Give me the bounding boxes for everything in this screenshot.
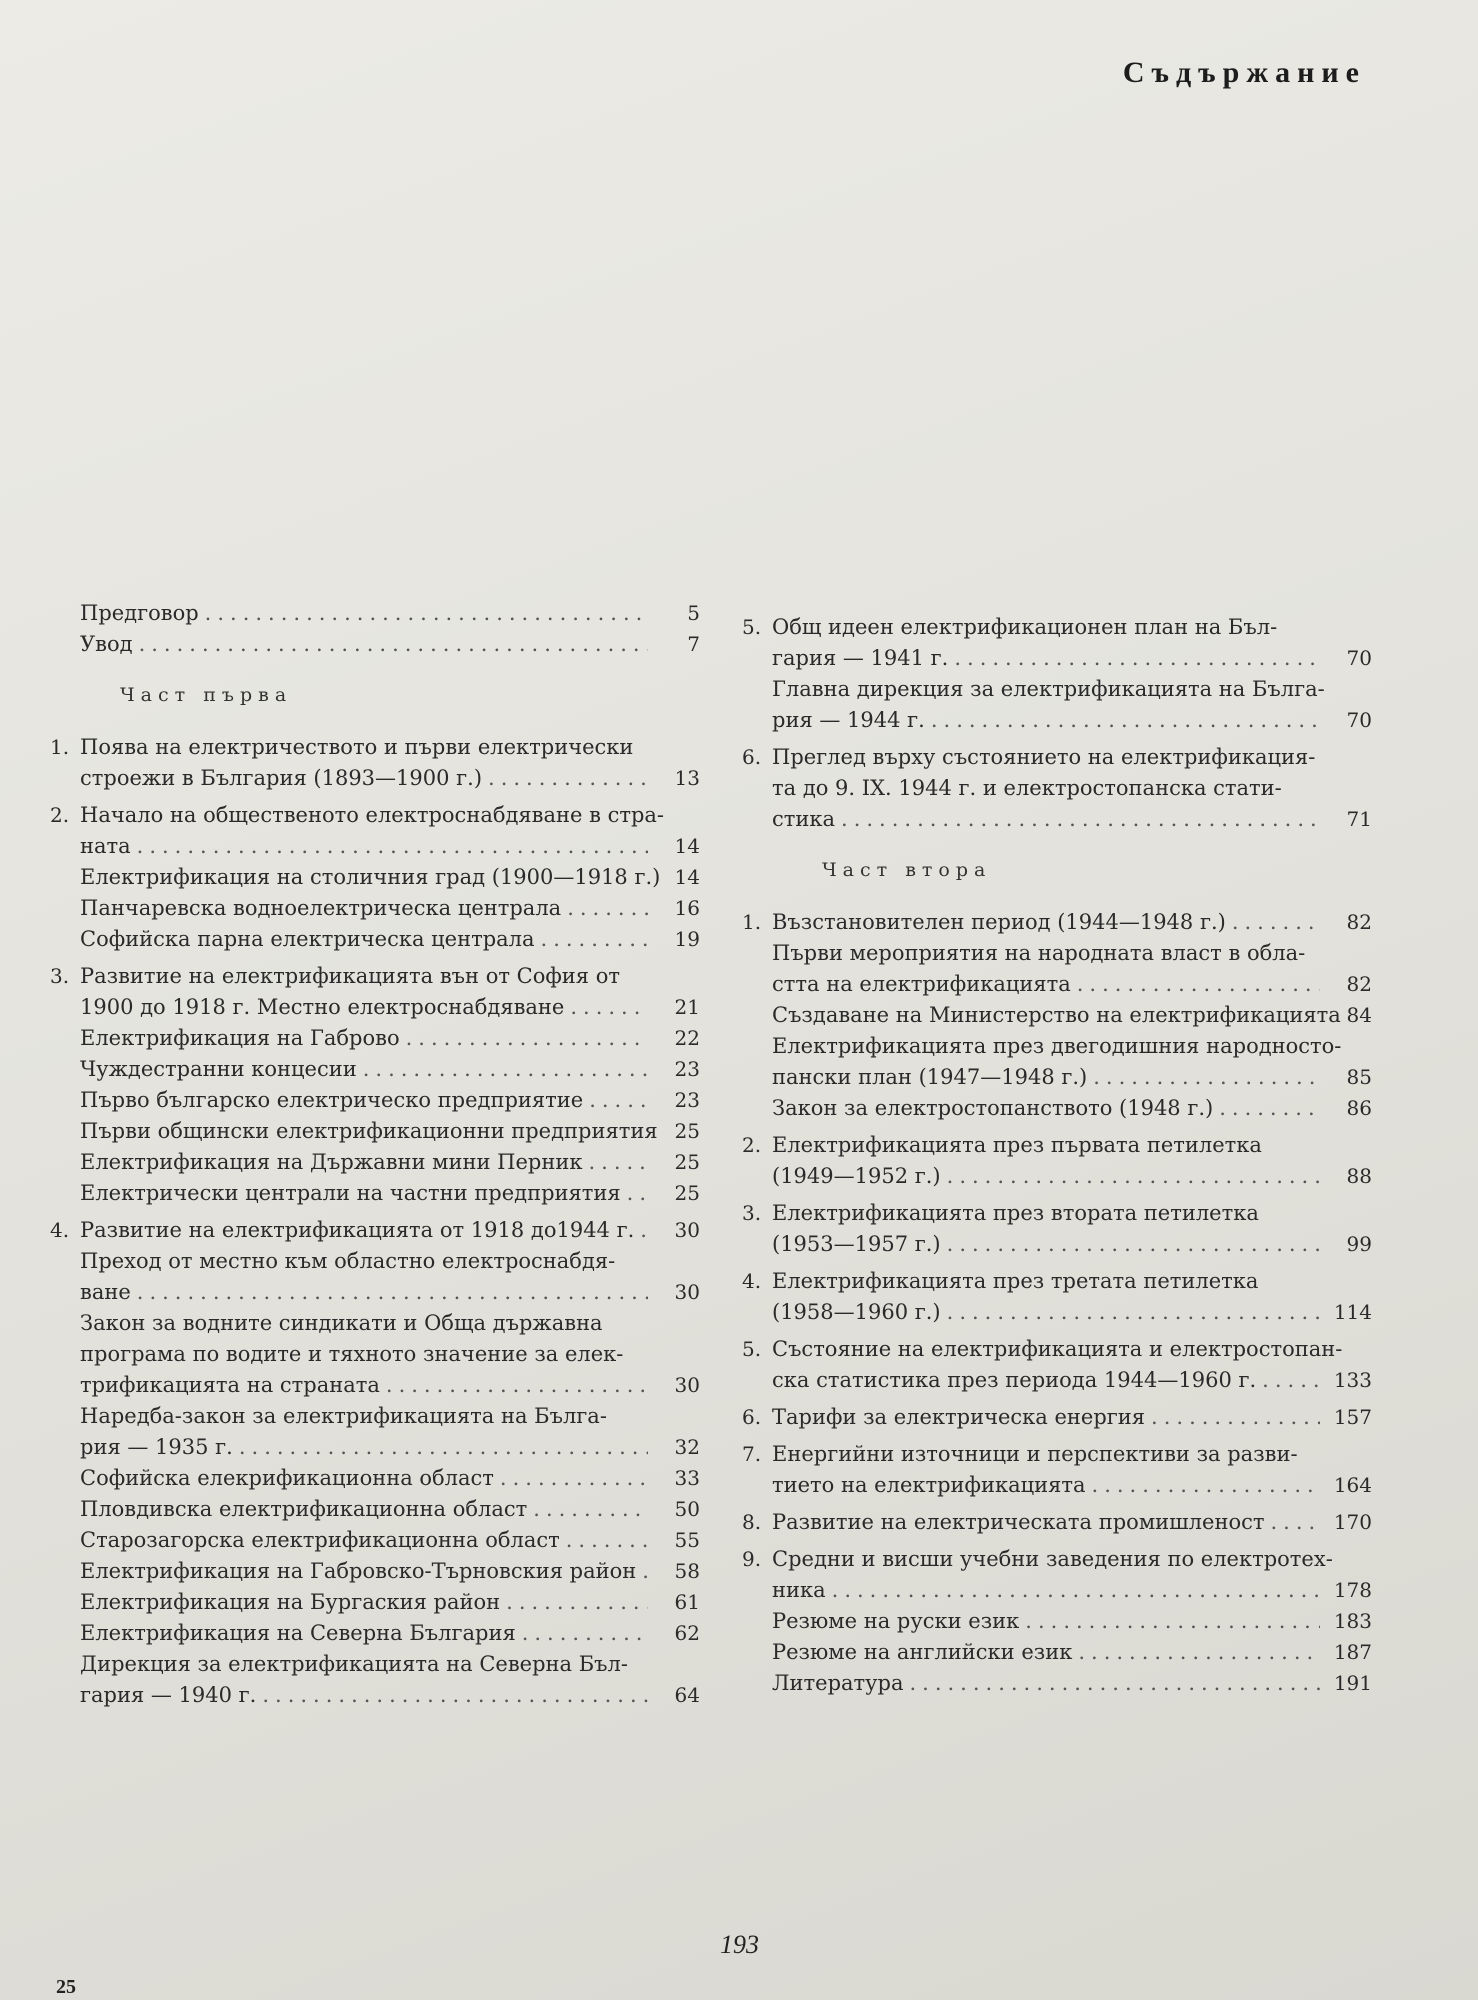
toc-entry-number: 7. [742,1442,762,1466]
toc-entry [742,1668,1372,1699]
toc-entry-page: 86 [1346,1096,1372,1120]
toc-entry [50,732,700,794]
dot-leader [256,1680,648,1711]
toc-entry [50,961,700,1023]
toc-entry [50,1178,700,1209]
dot-leader [636,1556,648,1587]
toc-entry [50,1054,700,1085]
dot-leader [583,1085,648,1116]
dot-leader [1256,1365,1320,1396]
toc-entry-title: Пловдивска електрификационна област [80,1497,528,1521]
dot-leader [1087,1062,1320,1093]
toc-entry-title: Електрификация на Бургаския район [80,1590,501,1614]
toc-entry-title: строежи в България (1893—1900 г.) [80,766,483,790]
toc-entry [742,1031,1372,1093]
toc-entry-title: Софийска парна електрическа централа [80,927,535,951]
toc-entry-title: Литература [772,1671,904,1695]
toc-entry-title: Закон за водните синдикати и Обща държавна [80,1311,603,1335]
toc-entry-number: 4. [50,1218,70,1242]
toc-entry [742,1266,1372,1328]
dot-leader [131,831,648,862]
dot-leader [535,924,648,955]
dot-leader [380,1370,648,1401]
toc-entry-number: 3. [50,964,70,988]
toc-entry-title: Електрификация на Държавни мини Перник [80,1150,583,1174]
toc-entry [742,1000,1372,1031]
dot-leader [1071,969,1320,1000]
toc-entry [742,1093,1372,1124]
toc-entry-page: 88 [1346,1164,1372,1188]
corner-mark: 25 [56,1976,76,1998]
toc-entry-page: 85 [1346,1065,1372,1089]
page-number: 193 [720,1930,759,1959]
toc-entry [50,1215,700,1246]
toc-intro-list [50,598,700,660]
toc-entry-page: 25 [674,1119,700,1143]
toc-entry-title: (1949—1952 г.) [772,1164,941,1188]
toc-entry-title: Резюме на английски език [772,1640,1073,1664]
dot-leader [1145,1402,1320,1433]
toc-entry [50,1618,700,1649]
toc-entry-page: 70 [1346,646,1372,670]
toc-entry [50,1116,700,1147]
toc-entry [50,1587,700,1618]
toc-entry-title: ника [772,1578,826,1602]
toc-entry-page: 99 [1346,1232,1372,1256]
toc-entry-number: 5. [742,1337,762,1361]
toc-entry-title: Енергийни източници и перспективи за разви- [772,1442,1298,1466]
toc-entry-title: Софийска елекрификационна област [80,1466,494,1490]
toc-part-one-continued-list [742,612,1372,835]
toc-entry-title: гария — 1940 г. [80,1683,257,1707]
toc-entry-page: 13 [674,766,700,790]
toc-entry-page: 64 [674,1683,700,1707]
toc-entry-title: Резюме на руски език [772,1609,1020,1633]
toc-entry-number: 9. [742,1547,762,1571]
toc-entry-title: Първи общински електрификационни предприятия [80,1119,658,1143]
toc-entry-title: Закон за електростопанството (1948 г.) [772,1096,1214,1120]
toc-entry-page: 32 [674,1435,700,1459]
dot-leader [941,1229,1320,1260]
toc-entry-page: 30 [674,1373,700,1397]
toc-entry-title: ване [80,1280,131,1304]
toc-entry-title: Възстановителен период (1944—1948 г.) [772,910,1226,934]
dot-leader [564,992,648,1023]
toc-entry [50,1023,700,1054]
dot-leader [1226,907,1320,938]
toc-entry-page: 25 [674,1181,700,1205]
toc-entry [50,862,700,893]
dot-leader [199,598,648,629]
toc-entry [742,1507,1372,1538]
toc-entry-title: тието на електрификацията [772,1473,1086,1497]
toc-entry [50,800,700,862]
toc-entry-number: 3. [742,1201,762,1225]
toc-entry [742,1130,1372,1192]
dot-leader [826,1575,1320,1606]
dot-leader [357,1054,648,1085]
toc-entry-title: Електрификацията през двегодишния народносто- [772,1034,1342,1058]
dot-leader [1086,1470,1320,1501]
dot-leader [561,893,648,924]
toc-entry-page: 58 [674,1559,700,1583]
dot-leader [634,1215,648,1246]
dot-leader [621,1178,648,1209]
toc-entry-title: Електрификация на Габровско-Търновския район [80,1559,637,1583]
toc-entry [742,938,1372,1000]
dot-leader [582,1147,648,1178]
toc-entry [742,1198,1372,1260]
toc-entry-title: та до 9. IX. 1944 г. и електростопанска стати- [772,776,1282,800]
toc-entry [50,924,700,955]
toc-entry-page: 178 [1333,1578,1372,1602]
toc-entry-title: стта на електрификацията [772,972,1071,996]
toc-entry-title: Електрификация на Габрово [80,1026,400,1050]
toc-entry-title: Преход от местно към областно електроснабдя- [80,1249,616,1273]
dot-leader [400,1023,648,1054]
toc-entry-title: Първи мероприятия на народната власт в обла- [772,941,1306,965]
toc-entry-title: програма по водите и тяхното значение за елек- [80,1342,624,1366]
dot-leader [941,1297,1320,1328]
toc-entry-title: Развитие на електрификацията вън от София от [80,964,620,988]
toc-entry-title: ната [80,834,131,858]
toc-entry [50,1401,700,1463]
part-one-heading: Част първа [120,684,293,706]
toc-entry-number: 8. [742,1510,762,1534]
toc-entry-number: 1. [50,735,70,759]
toc-entry-page: 50 [674,1497,700,1521]
toc-entry-title: Главна дирекция за електрификацията на Бълга- [772,677,1325,701]
dot-leader [494,1463,648,1494]
dot-leader [1019,1606,1320,1637]
toc-entry-title: Създаване на Министерство на електрификацията [772,1003,1341,1027]
toc-part-one-list [50,732,700,1711]
toc-entry-page: 55 [674,1528,700,1552]
toc-entry-page: 157 [1333,1405,1372,1429]
toc-entry-page: 187 [1333,1640,1372,1664]
toc-entry-title: Тарифи за електрическа енергия [772,1405,1146,1429]
dot-leader [925,705,1320,736]
toc-entry [50,598,700,629]
toc-entry [50,1556,700,1587]
dot-leader [941,1161,1320,1192]
toc-entry-title: Развитие на електрическата промишленост [772,1510,1265,1534]
dot-leader [1072,1637,1320,1668]
toc-entry [742,1334,1372,1396]
toc-entry-title: рия — 1935 г. [80,1435,233,1459]
part-two-heading: Част втора [822,859,992,881]
toc-entry-title: Панчаревска водноелектрическа централа [80,896,562,920]
toc-entry-title: Средни и висши учебни заведения по електротех- [772,1547,1333,1571]
toc-entry-title: Електрификацията през третата петилетка [772,1269,1259,1293]
toc-entry-page: 14 [674,865,700,889]
toc-entry-title: Първо българско електрическо предприятие [80,1088,584,1112]
toc-entry-number: 1. [742,910,762,934]
toc-entry-page: 19 [674,927,700,951]
toc-entry-title: пански план (1947—1948 г.) [772,1065,1088,1089]
toc-entry [50,1463,700,1494]
toc-entry-title: Електрически централи на частни предприятия [80,1181,621,1205]
toc-entry-page: 71 [1346,807,1372,831]
dot-leader [1264,1507,1320,1538]
dot-leader [516,1618,648,1649]
toc-entry-title: (1953—1957 г.) [772,1232,941,1256]
toc-entry-page: 16 [674,896,700,920]
dot-leader [527,1494,648,1525]
dot-leader [500,1587,648,1618]
toc-entry-title: Преглед върху състоянието на електрификация- [772,745,1316,769]
toc-entry-page: 164 [1333,1473,1372,1497]
toc-entry [742,907,1372,938]
toc-left-column [50,601,700,1717]
toc-entry-number: 2. [50,803,70,827]
toc-entry-title: Старозагорска електрификационна област [80,1528,560,1552]
toc-entry-page: 22 [674,1026,700,1050]
toc-entry-number: 6. [742,745,762,769]
toc-entry-page: 82 [1346,910,1372,934]
dot-leader [560,1525,648,1556]
toc-entry-page: 170 [1333,1510,1372,1534]
dot-leader [133,629,648,660]
toc-right-column [742,612,1372,1705]
toc-entry [50,893,700,924]
toc-entry-page: 23 [674,1088,700,1112]
dot-leader [482,763,648,794]
toc-entry-title: Поява на електричеството и първи електрически [80,735,634,759]
toc-entry-page: 23 [674,1057,700,1081]
toc-entry [742,1606,1372,1637]
page-title: Съдържание [1122,56,1366,89]
toc-entry [50,1246,700,1308]
toc-entry-title: 1900 до 1918 г. Местно електроснабдяване [80,995,565,1019]
toc-entry-title: Електрификацията през втората петилетка [772,1201,1259,1225]
toc-entry-page: 5 [687,601,700,625]
toc-entry-title: Чуждестранни концесии [80,1057,357,1081]
toc-entry [742,1439,1372,1501]
toc-entry [742,1544,1372,1606]
toc-entry-title: Увод [80,632,133,656]
toc-entry-page: 183 [1333,1609,1372,1633]
toc-entry-page: 191 [1333,1671,1372,1695]
toc-entry-title: Наредба-закон за електрификацията на Бълга- [80,1404,607,1428]
toc-entry [742,1637,1372,1668]
toc-entry-page: 33 [674,1466,700,1490]
toc-entry [50,1308,700,1401]
toc-entry-page: 21 [674,995,700,1019]
toc-entry-page: 133 [1333,1368,1372,1392]
toc-entry-title: Електрификация на столичния град (1900—1918 г.) [80,865,661,889]
toc-entry [742,612,1372,674]
toc-entry-title: стика [772,807,836,831]
toc-entry-page: 7 [687,632,700,656]
toc-entry-title: Предговор [80,601,199,625]
toc-entry-page: 25 [674,1150,700,1174]
toc-entry [50,1147,700,1178]
toc-entry [742,674,1372,736]
toc-entry [742,742,1372,835]
toc-entry-page: 70 [1346,708,1372,732]
toc-entry [50,1494,700,1525]
toc-entry-title: гария — 1941 г. [772,646,949,670]
toc-part-two-list [742,907,1372,1699]
toc-entry-number: 2. [742,1133,762,1157]
toc-entry [50,1649,700,1711]
toc-entry [742,1402,1372,1433]
dot-leader [233,1432,648,1463]
toc-entry-title: Състояние на електрификацията и електростопан- [772,1337,1343,1361]
toc-entry-title: Развитие на електрификацията от 1918 до1944 г. [80,1218,635,1242]
toc-entry [50,1525,700,1556]
dot-leader [131,1277,648,1308]
dot-leader [1213,1093,1320,1124]
toc-entry-title: Дирекция за електрификацията на Северна Бъл- [80,1652,628,1676]
toc-entry [50,629,700,660]
toc-entry-title: рия — 1944 г. [772,708,925,732]
toc-entry-title: Електрификацията през първата петилетка [772,1133,1262,1157]
toc-entry-page: 30 [674,1218,700,1242]
toc-entry-title: (1958—1960 г.) [772,1300,941,1324]
toc-entry-title: трификацията на страната [80,1373,380,1397]
toc-entry-page: 61 [674,1590,700,1614]
toc-entry-title: ска статистика през периода 1944—1960 г. [772,1368,1257,1392]
toc-entry-number: 5. [742,615,762,639]
toc-entry-page: 62 [674,1621,700,1645]
dot-leader [835,804,1320,835]
toc-entry-title: Електрификация на Северна България [80,1621,516,1645]
dot-leader [948,643,1320,674]
toc-entry-number: 4. [742,1269,762,1293]
toc-entry-number: 6. [742,1405,762,1429]
dot-leader [903,1668,1320,1699]
toc-entry-page: 114 [1333,1300,1372,1324]
toc-entry-title: Общ идеен електрификационен план на Бъл- [772,615,1278,639]
toc-entry-page: 84 [1346,1003,1372,1027]
toc-entry-page: 30 [674,1280,700,1304]
toc-entry-page: 14 [674,834,700,858]
toc-entry [50,1085,700,1116]
toc-entry-page: 82 [1346,972,1372,996]
toc-entry-title: Начало на общественото електроснабдяване в стра- [80,803,665,827]
